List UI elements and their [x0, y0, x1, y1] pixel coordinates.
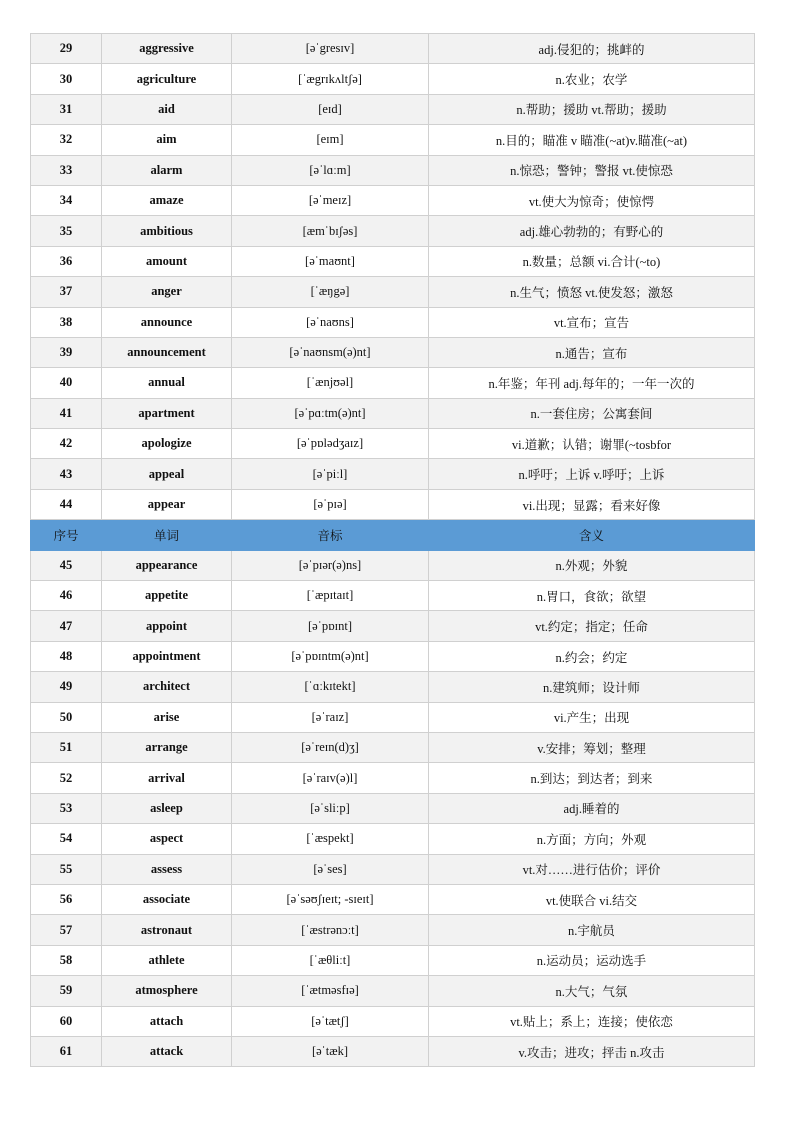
row-number: 52: [31, 763, 102, 793]
row-meaning: n.运动员；运动选手: [429, 945, 755, 975]
row-word: ambitious: [102, 216, 232, 246]
row-phonetic: [ˈæspekt]: [232, 824, 429, 854]
row-word: aid: [102, 94, 232, 124]
row-number: 36: [31, 246, 102, 276]
row-phonetic: [əˈpɑːtm(ə)nt]: [232, 398, 429, 428]
row-phonetic: [əˈtæk]: [232, 1036, 429, 1066]
row-word: announcement: [102, 337, 232, 367]
row-word: anger: [102, 277, 232, 307]
row-word: appear: [102, 489, 232, 519]
row-meaning: n.胃口，食欲；欲望: [429, 581, 755, 611]
row-number: 47: [31, 611, 102, 641]
row-meaning: vt.约定；指定；任命: [429, 611, 755, 641]
row-word: apologize: [102, 429, 232, 459]
table-row: [31, 763, 755, 793]
header-num: 序号: [31, 520, 102, 550]
row-phonetic: [æmˈbɪʃəs]: [232, 216, 429, 246]
table-row: [31, 429, 755, 459]
row-number: 59: [31, 976, 102, 1006]
row-phonetic: [əˈlɑːm]: [232, 155, 429, 185]
row-word: appointment: [102, 641, 232, 671]
row-word: associate: [102, 884, 232, 914]
row-phonetic: [ˈɑːkɪtekt]: [232, 672, 429, 702]
row-meaning: n.年鉴；年刊 adj.每年的；一年一次的: [429, 368, 755, 398]
row-meaning: n.大气；气氛: [429, 976, 755, 1006]
row-phonetic: [əˈmeɪz]: [232, 185, 429, 215]
row-number: 57: [31, 915, 102, 945]
row-phonetic: [əˈtætʃ]: [232, 1006, 429, 1036]
row-word: announce: [102, 307, 232, 337]
row-number: 58: [31, 945, 102, 975]
table-row: [31, 185, 755, 215]
row-number: 46: [31, 581, 102, 611]
row-meaning: n.数量；总额 vi.合计(~to): [429, 246, 755, 276]
table-row: [31, 398, 755, 428]
row-word: appearance: [102, 550, 232, 580]
table-row: [31, 854, 755, 884]
row-number: 30: [31, 64, 102, 94]
table-row: [31, 915, 755, 945]
row-number: 60: [31, 1006, 102, 1036]
row-phonetic: [əˈses]: [232, 854, 429, 884]
table-row: [31, 824, 755, 854]
row-phonetic: [əˈgresɪv]: [232, 34, 429, 64]
row-number: 61: [31, 1036, 102, 1066]
row-meaning: vt.宣布；宣告: [429, 307, 755, 337]
row-meaning: n.一套住房；公寓套间: [429, 398, 755, 428]
row-number: 54: [31, 824, 102, 854]
row-number: 37: [31, 277, 102, 307]
row-word: appoint: [102, 611, 232, 641]
table-row: [31, 1036, 755, 1066]
row-phonetic: [əˈnaʊnsm(ə)nt]: [232, 337, 429, 367]
row-meaning: adj.雄心勃勃的；有野心的: [429, 216, 755, 246]
row-number: 32: [31, 125, 102, 155]
table-row: [31, 732, 755, 762]
row-phonetic: [əˈraɪv(ə)l]: [232, 763, 429, 793]
row-word: alarm: [102, 155, 232, 185]
row-phonetic: [əˈreɪn(d)ʒ]: [232, 732, 429, 762]
row-phonetic: [əˈpɪə]: [232, 489, 429, 519]
header-word: 单词: [102, 520, 232, 550]
row-phonetic: [ˈæŋgə]: [232, 277, 429, 307]
row-word: assess: [102, 854, 232, 884]
header-phonetic: 音标: [232, 520, 429, 550]
row-number: 39: [31, 337, 102, 367]
row-number: 51: [31, 732, 102, 762]
row-phonetic: [əˈraɪz]: [232, 702, 429, 732]
row-meaning: n.农业；农学: [429, 64, 755, 94]
row-number: 44: [31, 489, 102, 519]
table-row: [31, 581, 755, 611]
row-number: 50: [31, 702, 102, 732]
row-phonetic: [əˈpɒlədʒaɪz]: [232, 429, 429, 459]
row-phonetic: [ˈæstrənɔːt]: [232, 915, 429, 945]
table-row: [31, 793, 755, 823]
row-number: 42: [31, 429, 102, 459]
row-meaning: n.呼吁；上诉 v.呼吁；上诉: [429, 459, 755, 489]
row-meaning: v.安排；筹划；整理: [429, 732, 755, 762]
row-number: 45: [31, 550, 102, 580]
row-number: 34: [31, 185, 102, 215]
table-row: [31, 125, 755, 155]
row-number: 55: [31, 854, 102, 884]
row-word: athlete: [102, 945, 232, 975]
row-number: 41: [31, 398, 102, 428]
table-row: [31, 64, 755, 94]
row-phonetic: [əˈsliːp]: [232, 793, 429, 823]
row-meaning: vt.对……进行估价；评价: [429, 854, 755, 884]
row-phonetic: [ˈægrɪkʌltʃə]: [232, 64, 429, 94]
row-word: attach: [102, 1006, 232, 1036]
row-number: 35: [31, 216, 102, 246]
row-phonetic: [ˈæθliːt]: [232, 945, 429, 975]
table-row: [31, 94, 755, 124]
table-row: [31, 155, 755, 185]
table-row: [31, 307, 755, 337]
table-row: [31, 550, 755, 580]
row-word: appeal: [102, 459, 232, 489]
row-phonetic: [əˈnaʊns]: [232, 307, 429, 337]
table-row: [31, 884, 755, 914]
row-meaning: n.通告；宣布: [429, 337, 755, 367]
table-row: [31, 34, 755, 64]
row-meaning: n.约会；约定: [429, 641, 755, 671]
row-word: agriculture: [102, 64, 232, 94]
table-row: [31, 611, 755, 641]
row-word: attack: [102, 1036, 232, 1066]
row-word: appetite: [102, 581, 232, 611]
row-meaning: n.外观；外貌: [429, 550, 755, 580]
row-number: 33: [31, 155, 102, 185]
table-row: [31, 702, 755, 732]
table-row: [31, 216, 755, 246]
table-row: [31, 1006, 755, 1036]
row-phonetic: [ˈætməsfɪə]: [232, 976, 429, 1006]
row-word: aim: [102, 125, 232, 155]
row-meaning: n.方面；方向；外观: [429, 824, 755, 854]
row-word: atmosphere: [102, 976, 232, 1006]
row-phonetic: [əˈmaʊnt]: [232, 246, 429, 276]
row-meaning: adj.睡着的: [429, 793, 755, 823]
row-phonetic: [eɪm]: [232, 125, 429, 155]
row-phonetic: [əˈpɒɪnt]: [232, 611, 429, 641]
row-word: arise: [102, 702, 232, 732]
row-phonetic: [əˈpɪər(ə)ns]: [232, 550, 429, 580]
row-meaning: v.攻击；进攻；抨击 n.攻击: [429, 1036, 755, 1066]
row-meaning: vi.产生；出现: [429, 702, 755, 732]
header-row: [31, 520, 755, 550]
row-meaning: n.宇航员: [429, 915, 755, 945]
vocabulary-table: [30, 33, 755, 1067]
table-row: [31, 945, 755, 975]
row-phonetic: [əˈpiːl]: [232, 459, 429, 489]
table-body-top: [31, 34, 755, 520]
row-meaning: vt.贴上；系上；连接；使依恋: [429, 1006, 755, 1036]
row-word: arrival: [102, 763, 232, 793]
table-row: [31, 246, 755, 276]
row-meaning: n.帮助；援助 vt.帮助；援助: [429, 94, 755, 124]
row-number: 48: [31, 641, 102, 671]
row-phonetic: [əˈsəʊʃɪeɪt; -sɪeɪt]: [232, 884, 429, 914]
row-phonetic: [ˈæpɪtaɪt]: [232, 581, 429, 611]
row-number: 40: [31, 368, 102, 398]
row-word: aspect: [102, 824, 232, 854]
table-row: [31, 672, 755, 702]
row-word: arrange: [102, 732, 232, 762]
row-number: 29: [31, 34, 102, 64]
table-body-bottom: [31, 550, 755, 1067]
row-number: 56: [31, 884, 102, 914]
row-meaning: n.目的；瞄准 v 瞄准(~at)v.瞄准(~at): [429, 125, 755, 155]
row-word: amaze: [102, 185, 232, 215]
table-row: [31, 976, 755, 1006]
row-meaning: vi.出现；显露；看来好像: [429, 489, 755, 519]
row-word: annual: [102, 368, 232, 398]
row-meaning: vt.使联合 vi.结交: [429, 884, 755, 914]
row-meaning: n.惊恐；警钟；警报 vt.使惊恐: [429, 155, 755, 185]
table-row: [31, 459, 755, 489]
row-word: aggressive: [102, 34, 232, 64]
table-row: [31, 337, 755, 367]
row-word: astronaut: [102, 915, 232, 945]
row-number: 38: [31, 307, 102, 337]
row-phonetic: [eɪd]: [232, 94, 429, 124]
row-word: asleep: [102, 793, 232, 823]
row-meaning: n.生气；愤怒 vt.使发怒；激怒: [429, 277, 755, 307]
row-meaning: adj.侵犯的；挑衅的: [429, 34, 755, 64]
row-word: architect: [102, 672, 232, 702]
table-header: [31, 520, 755, 550]
table-row: [31, 368, 755, 398]
row-meaning: n.建筑师；设计师: [429, 672, 755, 702]
header-meaning: 含义: [429, 520, 755, 550]
table-row: [31, 277, 755, 307]
row-meaning: vt.使大为惊奇；使惊愕: [429, 185, 755, 215]
table-row: [31, 641, 755, 671]
row-number: 53: [31, 793, 102, 823]
row-number: 49: [31, 672, 102, 702]
row-phonetic: [əˈpɒɪntm(ə)nt]: [232, 641, 429, 671]
row-meaning: n.到达；到达者；到来: [429, 763, 755, 793]
row-phonetic: [ˈænjʊəl]: [232, 368, 429, 398]
row-number: 43: [31, 459, 102, 489]
row-word: apartment: [102, 398, 232, 428]
row-meaning: vi.道歉；认错；谢罪(~tosbfor: [429, 429, 755, 459]
row-number: 31: [31, 94, 102, 124]
row-word: amount: [102, 246, 232, 276]
table-row: [31, 489, 755, 519]
